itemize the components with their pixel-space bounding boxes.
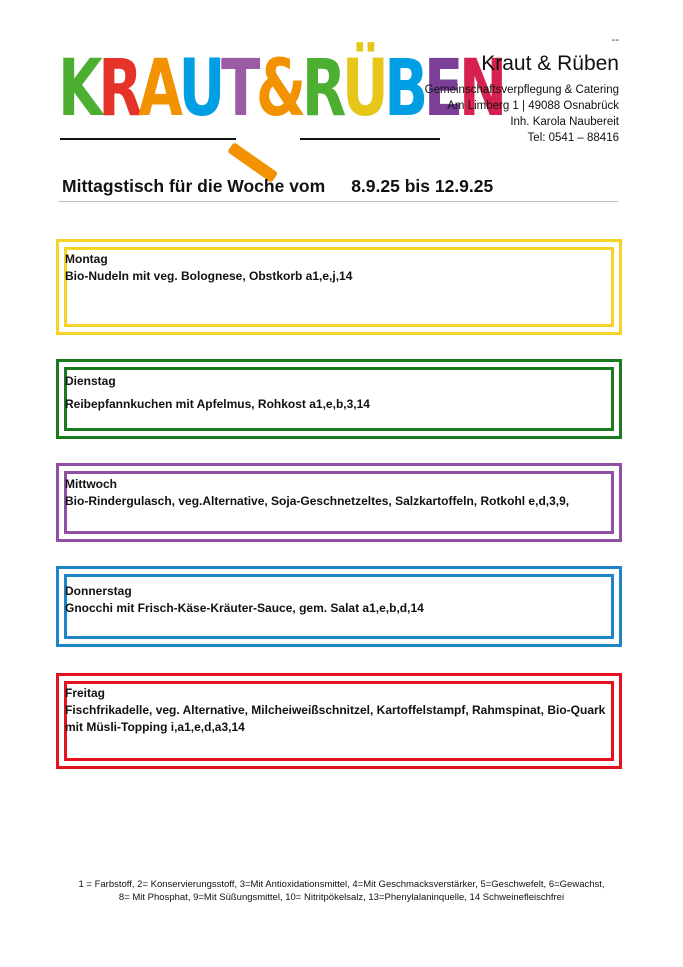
company-subtitle: Gemeinschaftsverpflegung & Catering — [424, 84, 619, 96]
day-name: Freitag — [65, 686, 106, 700]
logo-letter: E — [423, 44, 459, 134]
day-name: Montag — [65, 252, 108, 266]
company-owner: Inh. Karola Naubereit — [510, 116, 619, 128]
page-title — [62, 176, 493, 197]
day-box-monday — [56, 239, 622, 335]
day-name: Donnerstag — [65, 584, 132, 598]
logo-letter: U — [178, 44, 221, 134]
additives-legend-line-1: 1 = Farbstoff, 2= Konservierungsstoff, 3=Mit Antioxidationsmittel, 4=Mit Geschmacksverstärker, 5=Geschwefelt, 6=Gewachst, — [78, 879, 605, 890]
logo-letter: B — [384, 44, 424, 134]
day-menu: Bio-Nudeln mit veg. Bolognese, Obstkorb a1,e,j,14 — [65, 269, 353, 283]
day-box-tuesday — [56, 359, 622, 439]
additives-legend-line-2: 8= Mit Phosphat, 9=Mit Süßungsmittel, 10= Nitritpökelsalz, 13=Phenylalaninquelle, 14 Schweinefleischfrei — [118, 892, 565, 903]
logo-letter: & — [255, 44, 302, 134]
day-menu: Bio-Rindergulasch, veg.Alternative, Soja-Geschnetzeltes, Salzkartoffeln, Rotkohl e,d,3,9, — [65, 494, 570, 508]
day-box-friday — [56, 673, 622, 769]
logo-letter: K — [58, 44, 99, 134]
logo-underline-right — [300, 138, 440, 140]
day-box-inner — [64, 247, 614, 327]
logo-letter: Ü — [341, 44, 385, 134]
day-name: Mittwoch — [65, 477, 117, 491]
company-address: Am Limberg 1 | 49088 Osnabrück — [447, 100, 619, 112]
logo-letter: A — [138, 44, 179, 134]
day-box-thursday — [56, 566, 622, 647]
logo-letter: R — [301, 44, 342, 134]
company-name: Kraut & Rüben — [481, 52, 619, 75]
day-menu: Gnocchi mit Frisch-Käse-Kräuter-Sauce, gem. Salat a1,e,b,d,14 — [65, 601, 424, 615]
logo-letter: T — [220, 44, 256, 134]
title-date-range: 8.9.25 bis 12.9.25 — [351, 176, 494, 196]
logo-letter: R — [98, 44, 139, 134]
logo-letter: N — [458, 44, 503, 134]
company-phone: Tel: 0541 – 88416 — [527, 132, 619, 144]
day-box-wednesday — [56, 463, 622, 542]
logo-underline-left — [60, 138, 236, 140]
header-dash: -- — [611, 34, 619, 46]
title-divider — [58, 201, 618, 202]
logo — [58, 44, 503, 154]
day-name: Dienstag — [65, 374, 116, 388]
day-menu: Reibepfannkuchen mit Apfelmus, Rohkost a1,e,b,3,14 — [65, 397, 370, 411]
day-menu: Fischfrikadelle, veg. Alternative, Milcheiweißschnitzel, Kartoffelstampf, Rahmspinat, Bio-Quark mit Müsli-Topping i,a1,e,d,a3,14 — [65, 703, 606, 734]
title-label: Mittagstisch für die Woche vom — [62, 176, 326, 196]
